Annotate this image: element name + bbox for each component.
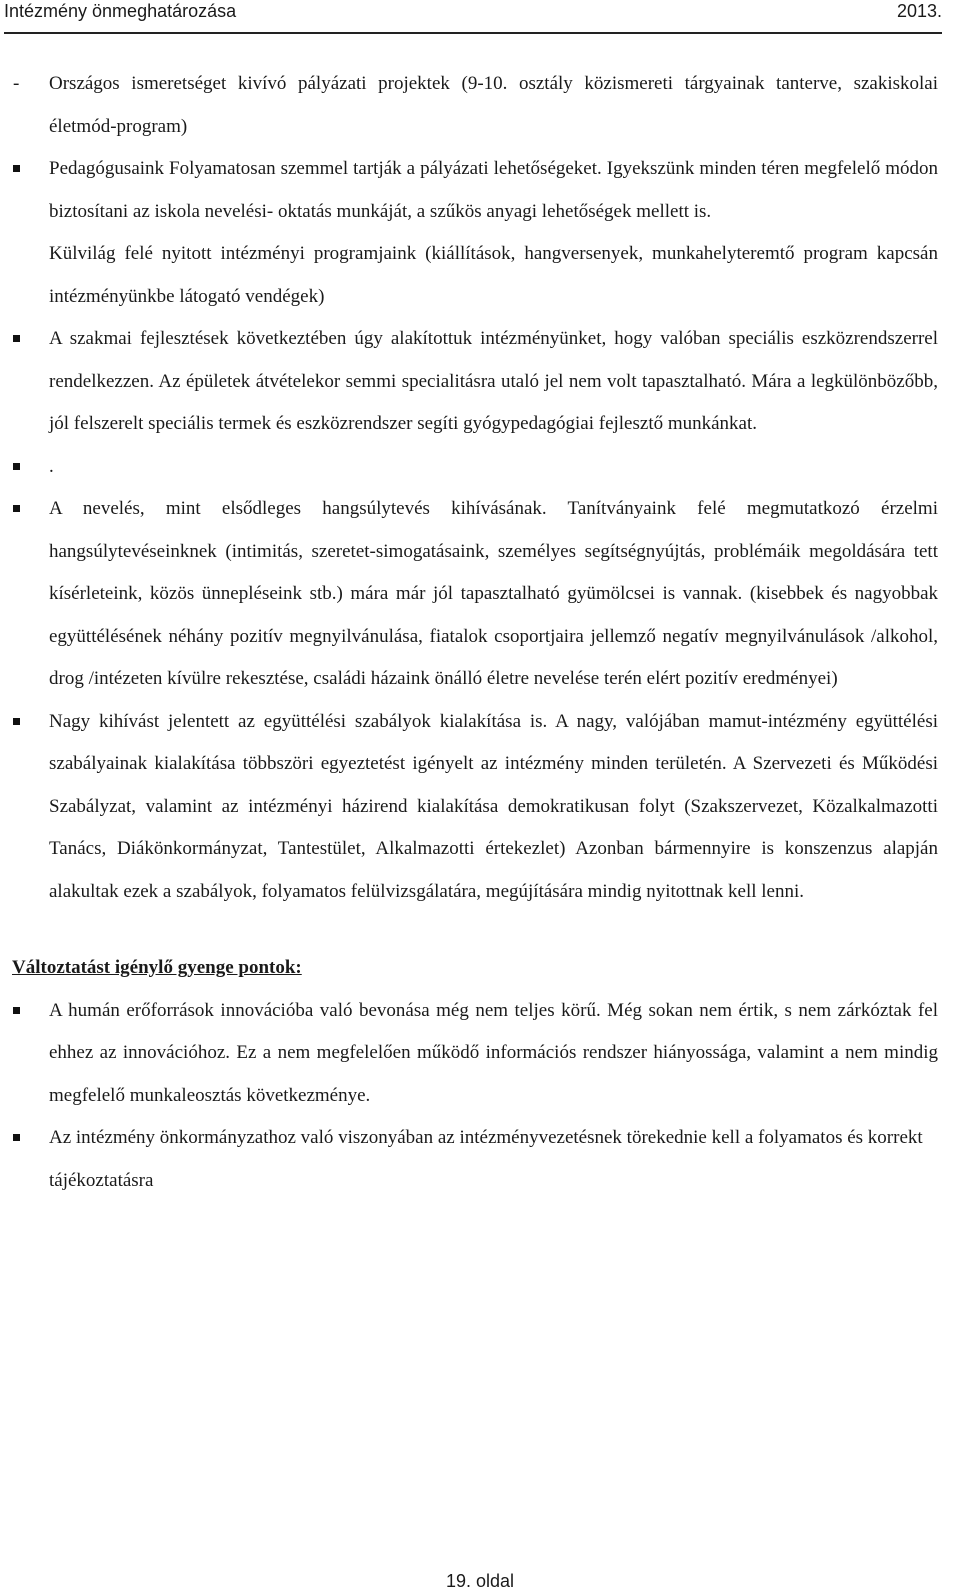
header-title: Intézmény önmeghatározása <box>4 1 237 21</box>
square-bullet-icon <box>13 463 20 470</box>
page-header <box>4 0 942 34</box>
document-body <box>0 63 960 1202</box>
list-item <box>13 63 938 148</box>
square-bullet-icon <box>13 718 20 725</box>
list-item <box>49 446 938 489</box>
square-bullet-icon <box>13 165 20 172</box>
paragraph-text: A szakmai fejlesztések következtében úgy alakítottuk intézményünket, hogy valóban speciális eszközrendszerrel rendelkezzen. Az épületek átvételekor semmi specialitásra utaló jel nem volt tapasztalható. Mára a legkülönbözőbb, jól felszerelt speciális termek és eszközrendszer segíti gyógypedagógiai fejlesztő munkánkat. <box>49 328 938 434</box>
paragraph-text: Országos ismeretséget kivívó pályázati projektek (9-10. osztály közismereti tárgyainak tanterve, szakiskolai életmód-program) <box>49 73 938 137</box>
dash-marker: - <box>13 73 20 94</box>
paragraph-text: A nevelés, mint elsődleges hangsúlytevés kihívásának. Tanítványaink felé megmutatkozó érzelmi hangsúlytevéseinknek (intimitás, szeretet-simogatásaink, személyes segítségnyújtás, problémáik megoldására tett kísérleteink, közös ünnepléseink stb.) mára már jól tapasztalható gyümölcsei is vannak. (kisebbek és nagyobbak együttélésének néhány pozitív megnyilvánulása, fiatalok csoportjaira jellemző negatív megnyilvánulások /alkohol, drog /intézeten kívülre rekesztése, családi házaink önálló életre nevelése terén elért pozitív eredményei) <box>49 498 938 689</box>
paragraph-text: Nagy kihívást jelentett az együttélési szabályok kialakítása is. A nagy, valójában mamut-intézmény együttélési szabályainak kialakítása többszöri egyeztetést igényelt az intézmény minden területén. A Szervezeti és Működési Szabályzat, valamint az intézményi házirend kialakítása demokratikusan folyt (Szakszervezet, Közalkalmazotti Tanács, Diákönkormányzat, Tantestület, Alkalmazotti értekezlet) Azonban bármennyire is konszenzus alapján alakultak ezek a szabályok, folyamatos felülvizsgálatára, megújítására mindig nyitottnak kell lenni. <box>49 710 938 902</box>
list-item <box>49 233 938 318</box>
paragraph-text: Pedagógusaink Folyamatosan szemmel tartják a pályázati lehetőségeket. Igyekszünk minden téren megfelelő módon biztosítani az iskola nevelési- oktatás munkáját, a szűkös anyagi lehetőségek mellett is. <box>49 158 938 222</box>
square-bullet-icon <box>13 505 20 512</box>
page-number: 19. oldal <box>445 1571 515 1591</box>
header-year: 2013. <box>896 1 942 21</box>
list-item <box>49 318 938 446</box>
list-item <box>49 990 938 1118</box>
section-heading: Változtatást igénylő gyenge pontok: <box>12 957 302 978</box>
paragraph-text: Külvilág felé nyitott intézményi programjaink (kiállítások, hangversenyek, munkahelyteremtő program kapcsán intézményünkbe látogató vendégek) <box>49 243 938 307</box>
square-bullet-icon <box>13 335 20 342</box>
section-spacer <box>0 913 960 947</box>
list-item <box>49 488 938 701</box>
paragraph-text: A humán erőforrások innovációba való bevonása még nem teljes körű. Még sokan nem értik, s nem zárkóztak fel ehhez az innovációhoz. Ez a nem megfelelően működő információs rendszer hiányossága, valamint a nem mindig megfelelő munkaleosztás következménye. <box>49 999 938 1106</box>
square-bullet-icon <box>13 1134 20 1141</box>
paragraph-text: Az intézmény önkormányzathoz való viszonyában az intézményvezetésnek törekednie kell a folyamatos és korrekt tájékoztatásra <box>49 1127 923 1191</box>
list-item <box>49 1117 938 1202</box>
paragraph-text: . <box>49 455 54 477</box>
square-bullet-icon <box>13 1007 20 1014</box>
list-item <box>49 148 938 233</box>
list-item <box>49 701 938 914</box>
